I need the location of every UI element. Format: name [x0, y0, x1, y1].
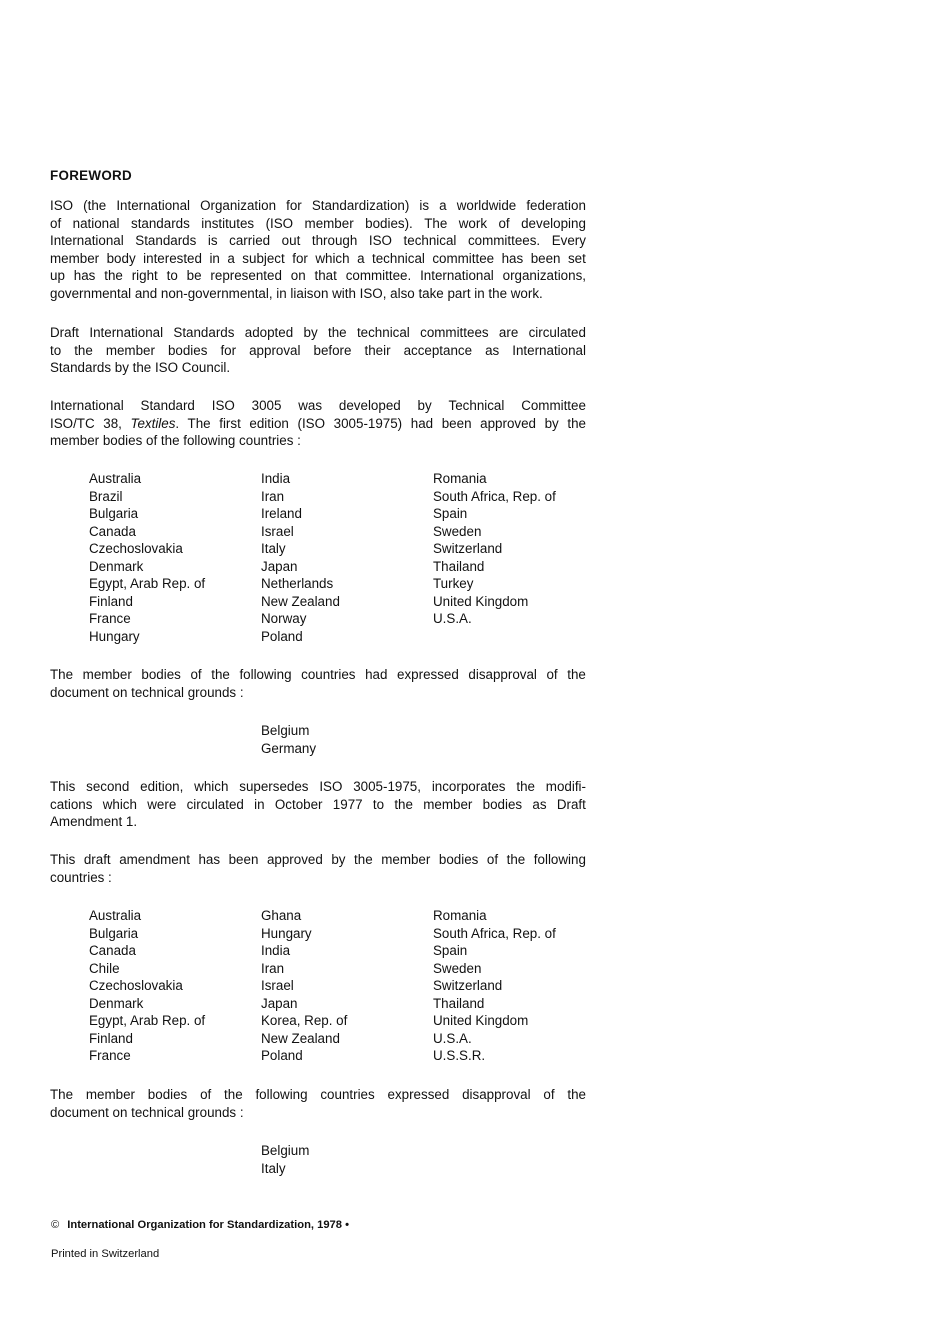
country-item: Denmark	[89, 995, 144, 1011]
country-item: Chile	[89, 960, 120, 976]
country-item: Romania	[433, 471, 487, 486]
country-item: India	[261, 943, 291, 958]
country-item: Czechoslovakia	[89, 978, 183, 993]
country-item: Belgium	[261, 723, 310, 738]
country-item: Australia	[89, 471, 142, 486]
paragraph	[50, 197, 586, 302]
text-line: up has the right to be represented on that committee. International organizations,	[50, 268, 586, 283]
country-item: Sweden	[433, 523, 482, 539]
country-item: Thailand	[433, 995, 485, 1011]
country-item: New Zealand	[261, 593, 340, 609]
country-item: Egypt, Arab Rep. of	[89, 576, 206, 591]
country-item: Poland	[261, 1048, 303, 1063]
country-column	[261, 907, 347, 1065]
paragraph	[50, 666, 586, 701]
country-item: Israel	[261, 523, 294, 539]
text-line: This second edition, which supersedes ISO 3005-1975, incorporates the modifi-	[50, 779, 586, 794]
country-column	[89, 470, 205, 645]
text-line: member body interested in a subject for which a technical committee has been set	[50, 250, 586, 266]
text-line: governmental and non-governmental, in liaison with ISO, also take part in the work.	[50, 285, 543, 301]
text-line: document on technical grounds :	[50, 684, 244, 700]
country-item: Ghana	[261, 908, 302, 923]
country-item: Bulgaria	[89, 506, 139, 521]
country-item: South Africa, Rep. of	[433, 925, 556, 941]
country-item: Canada	[89, 943, 136, 958]
country-item: India	[261, 471, 291, 486]
text-line: document on technical grounds :	[50, 1104, 244, 1120]
copyright-icon: ©	[51, 1219, 60, 1231]
paragraph	[50, 851, 586, 886]
copyright-line	[51, 1219, 349, 1231]
country-item: Italy	[261, 541, 286, 556]
country-item: Czechoslovakia	[89, 541, 183, 556]
country-item: Germany	[261, 740, 317, 756]
text-line: This draft amendment has been approved by the member bodies of the following	[50, 852, 586, 867]
country-item: United Kingdom	[433, 1013, 529, 1028]
country-item: Hungary	[89, 628, 140, 644]
country-item: Sweden	[433, 960, 482, 976]
country-column	[433, 907, 556, 1065]
paragraph	[50, 324, 586, 377]
country-item: New Zealand	[261, 1030, 340, 1046]
country-item: Spain	[433, 943, 468, 958]
text-line: ISO/TC 38, Textiles. The first edition (ISO 3005-1975) had been approved by the	[50, 415, 586, 431]
country-item: Spain	[433, 506, 468, 521]
text-line: Amendment 1.	[50, 814, 138, 829]
country-item: Canada	[89, 523, 136, 539]
text-line: ISO (the International Organization for Standardization) is a worldwide federation	[50, 198, 586, 213]
country-item: Switzerland	[433, 978, 503, 993]
paragraph	[50, 1086, 586, 1121]
text-line: Standards by the ISO Council.	[50, 360, 231, 375]
country-item: Italy	[261, 1160, 286, 1176]
country-item: Brazil	[89, 488, 123, 504]
country-item: Israel	[261, 978, 294, 993]
country-item: United Kingdom	[433, 593, 529, 609]
text-line: International Standard ISO 3005 was developed by Technical Committee	[50, 398, 586, 413]
paragraph	[50, 778, 586, 831]
country-column	[433, 470, 556, 628]
printed-in: Printed in Switzerland	[51, 1248, 160, 1260]
country-item: U.S.A.	[433, 611, 472, 626]
country-item: Thailand	[433, 558, 485, 574]
country-item: Japan	[261, 558, 298, 574]
country-item: Japan	[261, 995, 298, 1011]
country-item: U.S.A.	[433, 1030, 472, 1046]
country-column	[89, 907, 205, 1065]
paragraph	[50, 397, 586, 450]
country-item: Belgium	[261, 1143, 310, 1158]
country-item: Bulgaria	[89, 925, 139, 941]
country-item: South Africa, Rep. of	[433, 488, 556, 504]
country-item: Iran	[261, 960, 285, 976]
text-line: The member bodies of the following countries expressed disapproval of the	[50, 1087, 586, 1102]
country-item: Finland	[89, 593, 133, 609]
country-item: Romania	[433, 908, 487, 923]
country-item: Egypt, Arab Rep. of	[89, 1013, 206, 1028]
text-line: of national standards institutes (ISO member bodies). The work of developing	[50, 215, 586, 231]
country-item: Norway	[261, 611, 307, 626]
copyright-text: International Organization for Standardization, 1978 •	[67, 1219, 350, 1231]
country-item: Finland	[89, 1030, 133, 1046]
text-line: member bodies of the following countries :	[50, 433, 301, 448]
text-line: International Standards is carried out through ISO technical committees. Every	[50, 233, 586, 248]
country-item: Switzerland	[433, 541, 503, 556]
country-item: Turkey	[433, 576, 474, 591]
country-item: Hungary	[261, 925, 312, 941]
text-line: Draft International Standards adopted by the technical committees are circulated	[50, 325, 586, 340]
text-line: cations which were circulated in October 1977 to the member bodies as Draft	[50, 796, 586, 812]
country-item: Iran	[261, 488, 285, 504]
country-item: U.S.S.R.	[433, 1048, 486, 1063]
country-item: Denmark	[89, 558, 144, 574]
country-item: Ireland	[261, 506, 302, 521]
country-item: Poland	[261, 628, 303, 644]
country-item: Netherlands	[261, 576, 334, 591]
country-item: Australia	[89, 908, 142, 923]
country-item: France	[89, 1048, 131, 1063]
text-line: to the member bodies for approval before their acceptance as International	[50, 342, 586, 358]
text-line: The member bodies of the following countries had expressed disapproval of the	[50, 667, 586, 682]
text-line: countries :	[50, 869, 112, 885]
country-item: Korea, Rep. of	[261, 1013, 348, 1028]
country-item: France	[89, 611, 131, 626]
country-column	[261, 470, 340, 645]
foreword-heading: FOREWORD	[50, 168, 132, 183]
